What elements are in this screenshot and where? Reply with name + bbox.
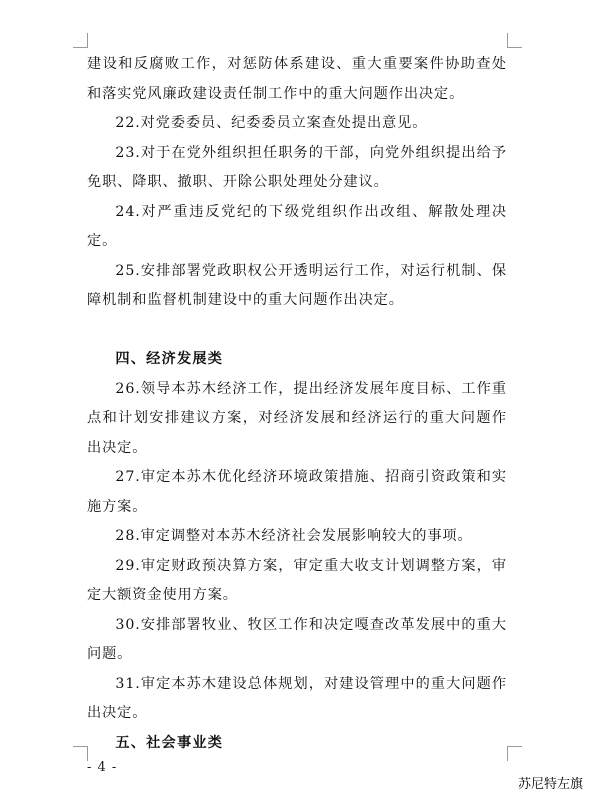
margin-corner-bottom-right	[507, 746, 522, 761]
section-heading-social-affairs: 五、社会事业类	[115, 734, 224, 751]
paragraph-25: 25.安排部署党政职权公开透明运行工作，对运行机制、保障机制和监督机制建设中的重大问题作出决定。	[87, 262, 507, 308]
page-number: - 4 -	[87, 760, 118, 775]
paragraph-24: 24.对严重违反党纪的下级党组织作出改组、解散处理决定。	[87, 203, 507, 249]
margin-corner-bottom-left	[73, 746, 88, 761]
section-heading-economic-development: 四、经济发展类	[115, 351, 224, 367]
paragraph-29: 29.审定财政预决算方案，审定重大收支计划调整方案，审定大额资金使用方案。	[87, 557, 507, 603]
margin-corner-top-right	[507, 33, 522, 48]
document-body	[87, 50, 507, 758]
margin-corner-top-left	[73, 33, 88, 48]
paragraph-22: 22.对党委委员、纪委委员立案查处提出意见。	[115, 115, 428, 131]
paragraph-27: 27.审定本苏木优化经济环境政策措施、招商引资政策和实施方案。	[87, 469, 507, 515]
footer-label: 苏尼特左旗	[517, 777, 583, 792]
paragraph-30: 30.安排部署牧业、牧区工作和决定嘎查改革发展中的重大问题。	[87, 616, 507, 662]
blank-line	[87, 316, 507, 346]
paragraph-23: 23.对于在党外组织担任职务的干部，向党外组织提出给予免职、降职、撤职、开除公职处理处分建议。	[87, 144, 507, 190]
paragraph-28: 28.审定调整对本苏木经济社会发展影响较大的事项。	[115, 528, 473, 544]
paragraph-26: 26.领导本苏木经济工作，提出经济发展年度目标、工作重点和计划安排建议方案，对经济发展和经济运行的重大问题作出决定。	[87, 380, 507, 456]
paragraph-31: 31.审定本苏木建设总体规划，对建设管理中的重大问题作出决定。	[87, 675, 507, 721]
paragraph-continued: 建设和反腐败工作，对惩防体系建设、重大重要案件协助查处和落实党风廉政建设责任制工作中的重大问题作出决定。	[87, 56, 507, 102]
